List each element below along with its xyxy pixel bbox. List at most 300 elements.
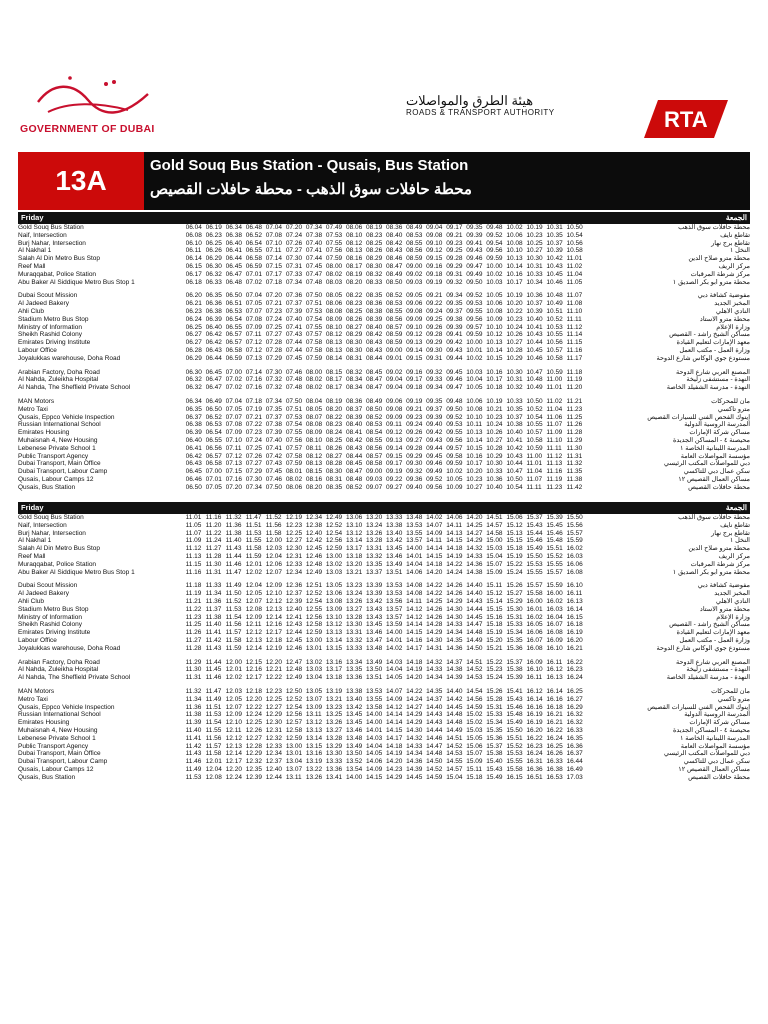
stop-name-arabic: وزارة الإعلام bbox=[716, 613, 750, 621]
departure-time: 15.52 bbox=[506, 742, 523, 750]
stop-name-english-text: Russian International School bbox=[18, 711, 101, 719]
stop-name-english bbox=[18, 437, 186, 445]
departure-time: 08.44 bbox=[345, 452, 363, 460]
departure-time: 08.44 bbox=[366, 354, 383, 362]
departure-time: 13.02 bbox=[305, 658, 323, 666]
departure-time: 09.47 bbox=[446, 384, 463, 392]
stop-name-english bbox=[18, 347, 186, 355]
stop-name-english bbox=[18, 774, 186, 782]
departure-time: 12.20 bbox=[265, 658, 283, 666]
departure-time: 14.47 bbox=[466, 621, 483, 629]
departure-time: 11.46 bbox=[225, 560, 242, 568]
departure-time: 14.36 bbox=[406, 758, 423, 766]
departure-time: 09.40 bbox=[406, 483, 423, 491]
departure-time: 10.52 bbox=[546, 315, 563, 323]
departure-time: 10.12 bbox=[486, 331, 503, 339]
departure-time: 16.22 bbox=[526, 734, 543, 742]
departure-time: 15.18 bbox=[486, 621, 503, 629]
departure-time: 12.45 bbox=[305, 545, 323, 553]
departure-time: 09.56 bbox=[446, 436, 463, 444]
stop-name-english bbox=[18, 553, 186, 561]
departure-time: 14.09 bbox=[386, 695, 403, 703]
departure-time: 11.34 bbox=[205, 590, 222, 598]
departure-time: 07.12 bbox=[245, 346, 262, 354]
departure-time: 08.47 bbox=[345, 468, 363, 476]
departure-time: 10.08 bbox=[506, 239, 523, 247]
stop-name-arabic: مركز شرطة المرقبات bbox=[690, 270, 750, 278]
departure-time: 10.28 bbox=[506, 346, 523, 354]
departure-time: 07.13 bbox=[245, 354, 262, 362]
departure-time: 14.59 bbox=[426, 773, 443, 781]
departure-time: 09.52 bbox=[466, 292, 483, 300]
departure-time: 12.24 bbox=[225, 773, 242, 781]
stop-name-english bbox=[18, 569, 186, 577]
departure-time: 14.24 bbox=[406, 695, 423, 703]
departure-time: 07.29 bbox=[245, 468, 262, 476]
departure-time: 10.59 bbox=[546, 368, 563, 376]
departure-time: 07.58 bbox=[285, 452, 303, 460]
departure-time: 09.18 bbox=[426, 270, 443, 278]
departure-time: 14.30 bbox=[426, 636, 443, 644]
departure-time: 14.29 bbox=[406, 719, 423, 727]
departure-time: 15.26 bbox=[506, 582, 523, 590]
departure-time: 13.57 bbox=[406, 537, 423, 545]
departure-time: 06.50 bbox=[205, 405, 222, 413]
departure-time: 08.23 bbox=[345, 300, 363, 308]
stop-name-english-text: Emirates Housing bbox=[18, 429, 70, 437]
departure-time: 13.50 bbox=[366, 666, 383, 674]
departure-time: 13.39 bbox=[366, 590, 383, 598]
departure-time: 14.56 bbox=[466, 695, 483, 703]
departure-time: 09.08 bbox=[386, 405, 403, 413]
departure-time: 10.13 bbox=[486, 339, 503, 347]
departure-time: 09.10 bbox=[406, 323, 423, 331]
departure-time: 13.13 bbox=[325, 629, 343, 637]
departure-time: 11.16 bbox=[185, 568, 202, 576]
departure-time: 09.43 bbox=[426, 436, 443, 444]
departure-time: 15.50 bbox=[506, 726, 523, 734]
departure-time: 10.44 bbox=[506, 460, 523, 468]
departure-time: 07.56 bbox=[285, 436, 303, 444]
departure-time: 11.12 bbox=[546, 452, 563, 460]
departure-time: 08.45 bbox=[366, 368, 383, 376]
departure-time: 10.43 bbox=[526, 331, 543, 339]
departure-time: 15.46 bbox=[526, 537, 543, 545]
departure-time: 10.42 bbox=[546, 255, 563, 263]
departure-time: 11.47 bbox=[205, 687, 222, 695]
departure-time: 08.59 bbox=[386, 339, 403, 347]
departure-time: 08.49 bbox=[386, 270, 403, 278]
departure-time: 10.17 bbox=[486, 376, 503, 384]
departure-time: 15.37 bbox=[506, 658, 523, 666]
departure-time: 12.22 bbox=[265, 674, 283, 682]
departure-time: 08.56 bbox=[406, 247, 423, 255]
departure-time: 07.22 bbox=[245, 421, 262, 429]
departure-time: 13.18 bbox=[325, 674, 343, 682]
departure-time: 07.54 bbox=[285, 421, 303, 429]
stop-name-english bbox=[18, 414, 186, 422]
departure-time: 07.05 bbox=[205, 483, 222, 491]
departure-time: 13.55 bbox=[406, 529, 423, 537]
departure-time: 14.29 bbox=[386, 773, 403, 781]
departure-time: 11.56 bbox=[265, 521, 282, 529]
departure-time: 09.30 bbox=[406, 460, 423, 468]
departure-time: 08.43 bbox=[366, 339, 383, 347]
table-row bbox=[18, 429, 750, 437]
departure-time: 09.50 bbox=[446, 405, 463, 413]
stop-name-arabic: سكن عمال دبي للتاكسي bbox=[683, 758, 750, 766]
departure-time: 13.45 bbox=[366, 621, 383, 629]
departure-time: 09.59 bbox=[486, 255, 503, 263]
departure-time: 13.55 bbox=[366, 695, 383, 703]
departure-time: 16.22 bbox=[546, 726, 563, 734]
departure-time: 13.07 bbox=[305, 695, 323, 703]
departure-time: 06.42 bbox=[185, 452, 202, 460]
departure-time: 14.14 bbox=[406, 621, 423, 629]
departure-time: 14.02 bbox=[426, 514, 443, 521]
departure-time: 08.39 bbox=[345, 413, 363, 421]
departure-time: 11.58 bbox=[265, 529, 282, 537]
stop-name-english-text: Al Nahda, Zuleikha Hospital bbox=[18, 666, 99, 674]
departure-time: 10.27 bbox=[506, 339, 523, 347]
departure-time: 10.24 bbox=[486, 421, 503, 429]
departure-time: 15.49 bbox=[486, 773, 503, 781]
departure-time: 13.12 bbox=[305, 719, 323, 727]
departure-time: 08.45 bbox=[345, 460, 363, 468]
table-row bbox=[18, 406, 750, 414]
table-row bbox=[18, 398, 750, 406]
departure-time: 11.43 bbox=[225, 545, 242, 553]
departure-time: 14.16 bbox=[406, 636, 423, 644]
table-row bbox=[18, 232, 750, 240]
departure-time: 08.40 bbox=[345, 421, 363, 429]
departure-time: 11.05 bbox=[185, 521, 202, 529]
stop-name-english bbox=[18, 735, 186, 743]
stop-name-english bbox=[18, 637, 186, 645]
rta-logo bbox=[638, 94, 734, 144]
departure-time: 12.32 bbox=[245, 758, 262, 766]
departure-time: 11.00 bbox=[546, 376, 563, 384]
stop-name-english bbox=[18, 300, 186, 308]
stop-name-arabic: مساكن الشيخ راشد - القصيص bbox=[669, 621, 750, 629]
departure-time: 11.07 bbox=[546, 421, 563, 429]
departure-time: 16.19 bbox=[566, 629, 583, 637]
departure-time: 08.47 bbox=[366, 376, 383, 384]
departure-time: 07.48 bbox=[285, 384, 303, 392]
departure-time: 13.00 bbox=[285, 742, 303, 750]
departure-time: 10.03 bbox=[486, 278, 503, 286]
departure-time: 13.14 bbox=[345, 537, 363, 545]
departure-time: 10.09 bbox=[486, 315, 503, 323]
departure-time: 14.07 bbox=[386, 687, 403, 695]
departure-time: 14.46 bbox=[426, 734, 443, 742]
stop-name-english-text: Lebenese Private School 1 bbox=[18, 734, 96, 742]
departure-time: 10.54 bbox=[506, 483, 523, 491]
departure-time: 12.38 bbox=[305, 521, 323, 529]
departure-time: 12.40 bbox=[265, 765, 283, 773]
departure-time: 08.13 bbox=[305, 460, 323, 468]
departure-time: 07.07 bbox=[225, 413, 242, 421]
departure-time: 07.53 bbox=[305, 307, 323, 315]
departure-time: 10.37 bbox=[526, 300, 543, 308]
departure-time: 12.20 bbox=[245, 695, 262, 703]
departure-time: 11.21 bbox=[566, 397, 583, 405]
departure-time: 11.32 bbox=[225, 514, 242, 521]
departure-time: 12.44 bbox=[285, 629, 303, 637]
departure-time: 10.30 bbox=[486, 460, 503, 468]
departure-time: 13.52 bbox=[345, 758, 363, 766]
departure-time: 11.56 bbox=[225, 621, 242, 629]
departure-time: 07.10 bbox=[265, 239, 283, 247]
departure-time: 13.49 bbox=[386, 560, 403, 568]
departure-time: 06.24 bbox=[185, 315, 202, 323]
departure-time: 14.05 bbox=[386, 674, 403, 682]
departure-time: 08.47 bbox=[386, 262, 403, 270]
stop-name-arabic: محيصنة ٤ - المساكن الجديدة bbox=[673, 436, 750, 444]
stop-name-english bbox=[18, 750, 186, 758]
departure-time: 11.30 bbox=[205, 560, 222, 568]
departure-time: 13.10 bbox=[345, 521, 363, 529]
stop-name-arabic: محطة حافلات القصيص bbox=[688, 483, 750, 491]
departure-time: 09.16 bbox=[426, 262, 443, 270]
departure-time: 10.41 bbox=[506, 436, 523, 444]
departure-time: 08.53 bbox=[366, 421, 383, 429]
departure-time: 15.57 bbox=[546, 568, 563, 576]
departure-time: 12.09 bbox=[245, 613, 262, 621]
departure-time: 07.12 bbox=[245, 339, 262, 347]
departure-time: 14.08 bbox=[406, 590, 423, 598]
stop-name-english bbox=[18, 247, 186, 255]
departure-time: 06.17 bbox=[185, 270, 202, 278]
departure-time: 12.31 bbox=[265, 726, 283, 734]
departure-time: 15.55 bbox=[546, 560, 563, 568]
government-of-dubai-text: GOVERNMENT OF DUBAI bbox=[20, 123, 155, 135]
departure-time: 14.18 bbox=[386, 742, 403, 750]
departure-time: 15.39 bbox=[546, 514, 563, 521]
departure-time: 10.19 bbox=[506, 292, 523, 300]
departure-time: 09.57 bbox=[446, 444, 463, 452]
departure-time: 10.40 bbox=[486, 483, 503, 491]
table-row bbox=[18, 743, 750, 751]
departure-time: 15.55 bbox=[526, 568, 543, 576]
departure-time: 10.45 bbox=[546, 270, 563, 278]
departure-time: 09.53 bbox=[446, 421, 463, 429]
departure-time: 07.21 bbox=[265, 300, 283, 308]
departure-time: 15.48 bbox=[506, 711, 523, 719]
stop-name-arabic: سكن عمال دبي للتاكسي bbox=[683, 468, 750, 476]
departure-time: 09.35 bbox=[466, 224, 483, 231]
departure-time: 06.55 bbox=[245, 247, 262, 255]
departure-time: 07.50 bbox=[285, 397, 303, 405]
departure-time: 12.28 bbox=[245, 742, 262, 750]
departure-time: 07.23 bbox=[265, 307, 283, 315]
departure-time: 07.32 bbox=[265, 376, 283, 384]
departure-time: 14.48 bbox=[446, 711, 463, 719]
stop-name-english bbox=[18, 308, 186, 316]
departure-time: 09.31 bbox=[446, 270, 463, 278]
departure-time: 08.35 bbox=[366, 292, 383, 300]
departure-time: 11.27 bbox=[185, 636, 202, 644]
departure-time: 07.30 bbox=[285, 255, 303, 263]
departure-time: 14.58 bbox=[486, 529, 503, 537]
departure-time: 08.31 bbox=[325, 475, 343, 483]
stop-name-english bbox=[18, 369, 186, 377]
departure-time: 08.40 bbox=[386, 231, 403, 239]
departure-time: 14.22 bbox=[426, 582, 443, 590]
departure-time: 08.30 bbox=[345, 339, 363, 347]
table-row bbox=[18, 324, 750, 332]
departure-time: 12.49 bbox=[325, 514, 343, 521]
departure-time: 15.29 bbox=[506, 597, 523, 605]
departure-time: 14.00 bbox=[386, 629, 403, 637]
departure-time: 14.44 bbox=[426, 726, 443, 734]
departure-time: 08.09 bbox=[305, 429, 323, 437]
departure-time: 09.41 bbox=[446, 331, 463, 339]
stop-name-english bbox=[18, 355, 186, 363]
departure-time: 10.10 bbox=[506, 247, 523, 255]
stop-name-english bbox=[18, 666, 186, 674]
departure-time: 06.44 bbox=[225, 255, 242, 263]
table-row bbox=[18, 758, 750, 766]
departure-time: 09.52 bbox=[446, 413, 463, 421]
departure-time: 13.46 bbox=[386, 552, 403, 560]
stop-name-english bbox=[18, 279, 186, 287]
departure-time: 07.30 bbox=[265, 368, 283, 376]
departure-time: 09.32 bbox=[446, 278, 463, 286]
table-row bbox=[18, 339, 750, 347]
departure-time: 12.42 bbox=[305, 537, 323, 545]
departure-time: 13.19 bbox=[325, 687, 343, 695]
departure-time: 16.10 bbox=[526, 666, 543, 674]
stop-name-arabic: وزارة العمل - مكتب العمل bbox=[679, 636, 750, 644]
stop-name-arabic: تقاطع نايف bbox=[720, 521, 750, 529]
stop-name-english-text: Lebenese Private School 1 bbox=[18, 444, 96, 452]
departure-time: 07.05 bbox=[245, 300, 262, 308]
departure-time: 14.26 bbox=[446, 590, 463, 598]
departure-time: 14.00 bbox=[366, 711, 383, 719]
departure-time: 12.01 bbox=[225, 666, 242, 674]
departure-time: 07.55 bbox=[305, 323, 323, 331]
departure-time: 06.47 bbox=[225, 270, 242, 278]
departure-time: 14.20 bbox=[466, 514, 483, 521]
departure-time: 10.00 bbox=[466, 339, 483, 347]
departure-time: 13.12 bbox=[345, 529, 363, 537]
departure-time: 11.11 bbox=[566, 315, 582, 323]
departure-time: 06.58 bbox=[245, 255, 262, 263]
departure-time: 13.06 bbox=[345, 514, 363, 521]
departure-time: 08.04 bbox=[305, 397, 323, 405]
departure-time: 08.19 bbox=[366, 224, 383, 231]
departure-time: 12.36 bbox=[285, 582, 303, 590]
departure-time: 13.57 bbox=[386, 605, 403, 613]
departure-time: 07.28 bbox=[265, 339, 283, 347]
departure-time: 15.56 bbox=[566, 521, 583, 529]
departure-time: 10.31 bbox=[526, 262, 543, 270]
departure-time: 13.03 bbox=[305, 666, 323, 674]
departure-time: 07.08 bbox=[265, 231, 283, 239]
departure-time: 16.29 bbox=[566, 703, 583, 711]
departure-time: 13.48 bbox=[345, 734, 363, 742]
departure-time: 11.47 bbox=[225, 568, 242, 576]
departure-time: 07.29 bbox=[265, 354, 283, 362]
departure-time: 15.31 bbox=[506, 613, 523, 621]
table-row bbox=[18, 224, 750, 232]
departure-time: 16.18 bbox=[546, 703, 563, 711]
departure-time: 07.50 bbox=[265, 483, 283, 491]
departure-time: 09.47 bbox=[466, 262, 483, 270]
departure-time: 11.55 bbox=[245, 537, 262, 545]
departure-time: 06.32 bbox=[185, 384, 202, 392]
departure-time: 06.41 bbox=[225, 247, 242, 255]
table-row bbox=[18, 537, 750, 545]
departure-time: 12.04 bbox=[265, 552, 283, 560]
departure-time: 12.40 bbox=[285, 605, 303, 613]
departure-time: 14.29 bbox=[466, 537, 483, 545]
stop-name-arabic: مساكن العمال القصيص ١٢ bbox=[678, 765, 750, 773]
departure-time: 10.27 bbox=[526, 247, 543, 255]
stop-name-english bbox=[18, 758, 186, 766]
stop-name-arabic: النخل ١ bbox=[729, 247, 750, 255]
departure-time: 14.00 bbox=[345, 773, 363, 781]
departure-time: 15.37 bbox=[486, 742, 503, 750]
departure-time: 08.26 bbox=[325, 444, 343, 452]
departure-time: 15.53 bbox=[526, 560, 543, 568]
departure-time: 09.19 bbox=[406, 397, 423, 405]
departure-time: 11.07 bbox=[566, 292, 583, 300]
departure-time: 16.21 bbox=[546, 711, 563, 719]
departure-time: 10.24 bbox=[506, 323, 523, 331]
stop-name-english-text: Muraqqabat, Police Station bbox=[18, 560, 97, 568]
departure-time: 14.19 bbox=[446, 552, 463, 560]
departure-time: 16.02 bbox=[546, 597, 563, 605]
stop-name-english-text: Metro Taxi bbox=[18, 405, 48, 413]
departure-time: 06.55 bbox=[205, 436, 222, 444]
departure-time: 08.36 bbox=[345, 397, 363, 405]
departure-time: 10.05 bbox=[486, 292, 503, 300]
departure-time: 15.38 bbox=[486, 750, 503, 758]
departure-time: 13.16 bbox=[305, 750, 323, 758]
table-row bbox=[18, 645, 750, 653]
departure-time: 09.42 bbox=[446, 339, 463, 347]
departure-time: 08.22 bbox=[345, 292, 363, 300]
stop-name-english bbox=[18, 224, 186, 232]
departure-time: 16.24 bbox=[566, 674, 583, 682]
departure-time: 09.43 bbox=[446, 346, 463, 354]
departure-time: 06.53 bbox=[205, 421, 222, 429]
departure-time: 06.29 bbox=[205, 255, 222, 263]
departure-time: 12.07 bbox=[245, 597, 262, 605]
table-row bbox=[18, 468, 750, 476]
departure-time: 07.17 bbox=[265, 270, 283, 278]
departure-time: 06.57 bbox=[225, 331, 242, 339]
departure-time: 10.27 bbox=[486, 436, 503, 444]
departure-time: 09.08 bbox=[426, 231, 443, 239]
stop-name-arabic: المخبز الجديد bbox=[714, 590, 750, 598]
departure-time: 10.25 bbox=[526, 239, 543, 247]
departure-time: 09.37 bbox=[426, 405, 443, 413]
departure-time: 09.25 bbox=[446, 247, 463, 255]
departure-time: 12.02 bbox=[225, 674, 242, 682]
departure-time: 11.17 bbox=[566, 354, 583, 362]
departure-time: 06.40 bbox=[225, 239, 242, 247]
departure-time: 08.50 bbox=[366, 405, 383, 413]
departure-time: 07.01 bbox=[245, 270, 262, 278]
departure-time: 07.24 bbox=[245, 436, 262, 444]
departure-time: 09.46 bbox=[466, 255, 483, 263]
departure-time: 11.00 bbox=[526, 452, 543, 460]
departure-time: 07.20 bbox=[225, 483, 242, 491]
departure-time: 15.06 bbox=[466, 742, 483, 750]
